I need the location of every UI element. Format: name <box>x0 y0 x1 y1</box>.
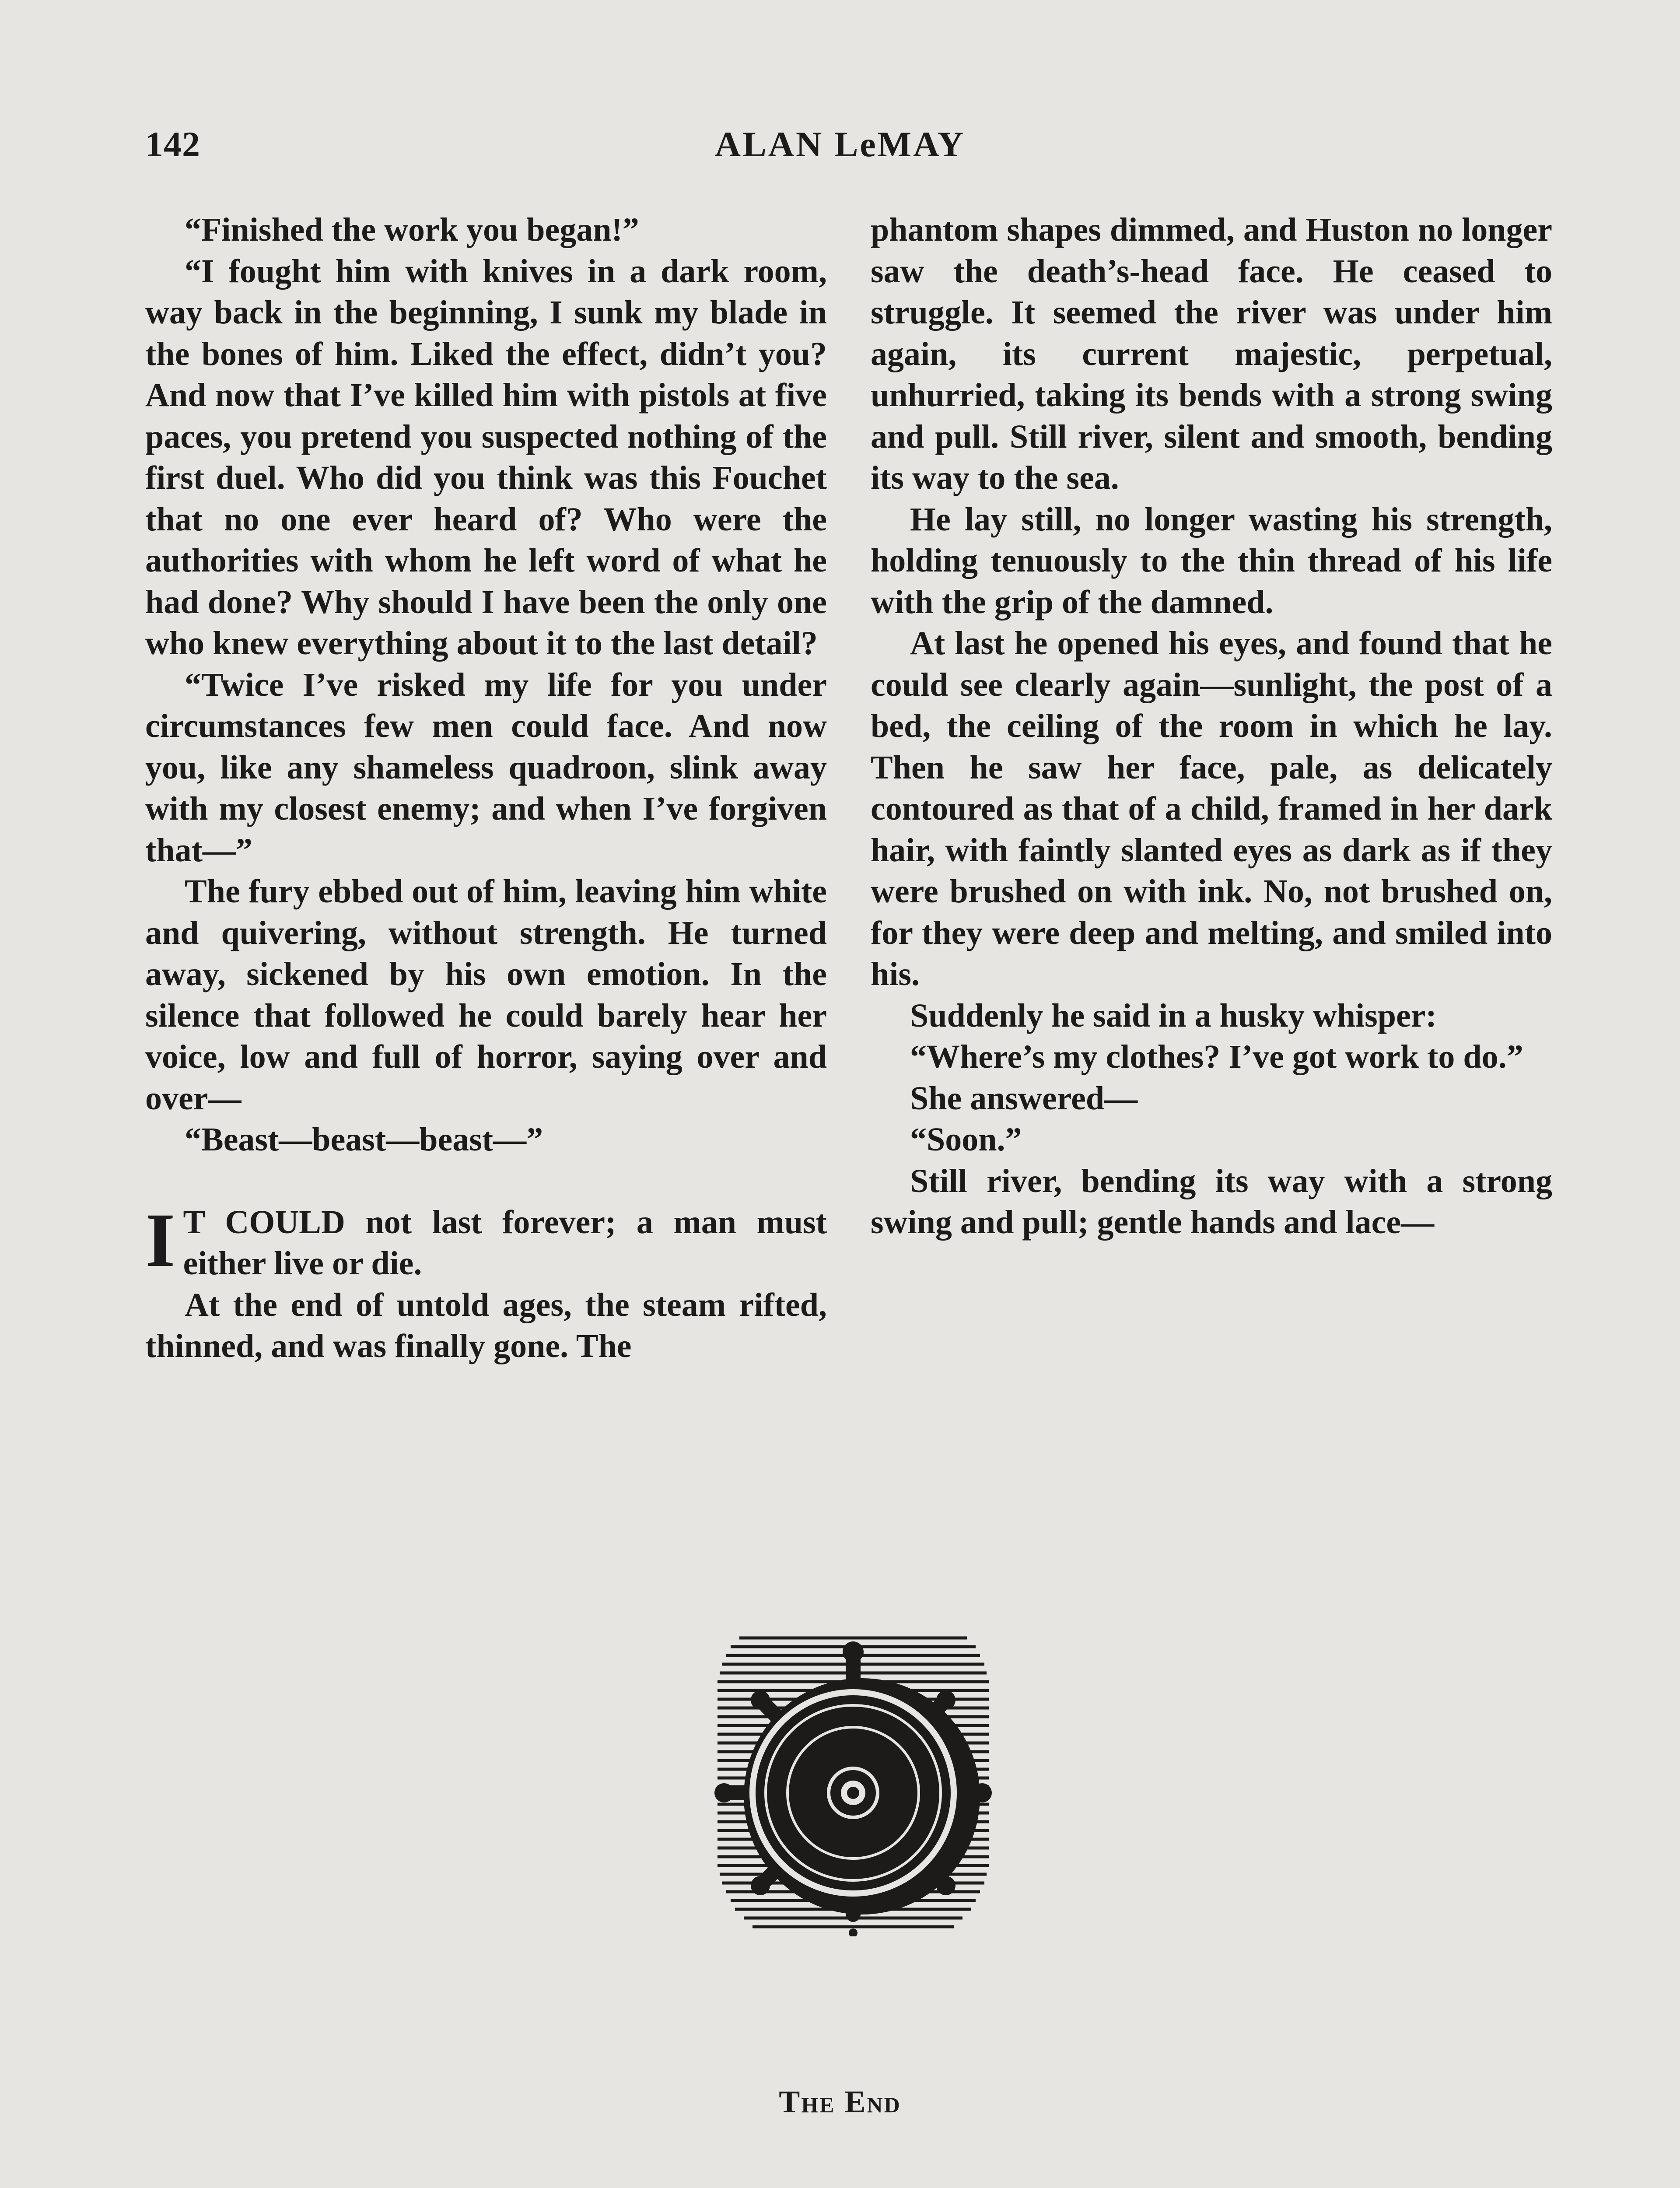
paragraph: She answered— <box>910 1080 1138 1117</box>
right-column <box>871 209 1552 1243</box>
the-end-label: The End <box>779 2084 901 2119</box>
paragraph: “I fought him with knives in a dark room, way back in the beginning, I sunk my blade in the bones of him. Liked the effect, didn’t you? And now that I’ve killed him with pistols at five paces, you pretend you suspected nothing of the first duel. Who did you think was this Fouchet that no one ever heard of? Who were the authorities with whom he left word of what he had done? Why should I have been the only one who knew everything about it to the last detail? <box>145 252 827 662</box>
paragraph: “Beast—beast—beast—” <box>185 1121 543 1158</box>
paragraph: “Finished the work you began!” <box>185 211 639 248</box>
section-lead: T COULD <box>183 1203 345 1241</box>
drop-cap: I <box>145 1197 175 1283</box>
paragraph: He lay still, no longer wasting his strength, holding tenuously to the thin thread of his life with the grip of the damned. <box>871 501 1552 621</box>
paragraph: “Twice I’ve risked my life for you under circumstances few men could face. And now you, like any shameless quadroon, slink away with my closest enemy; and when I’ve forgiven that—” <box>145 666 827 869</box>
paragraph: The fury ebbed out of him, leaving him white and quivering, without strength. He turned away, sickened by his own emotion. In the silence that followed he could barely hear her voice, low and full of horror, saying over and over— <box>145 873 827 1117</box>
paragraph: “Where’s my clothes? I’ve got work to do.” <box>910 1038 1523 1075</box>
paragraph: Still river, bending its way with a strong swing and pull; gentle hands and lace— <box>871 1162 1552 1241</box>
running-head: ALAN LeMAY <box>714 124 966 164</box>
continued-paragraph: phantom shapes dimmed, and Huston no longer saw the death’s-head face. He ceased to struggle. It seemed the river was under him again, its current majestic, perpetual, unhurried, taking its bends with a strong swing and pull. Still river, silent and smooth, bending its way to the sea. <box>871 211 1552 496</box>
ship-wheel-icon <box>713 1630 993 1936</box>
paragraph: At last he opened his eyes, and found that he could see clearly again—sunlight, the post of a bed, the ceiling of the room in which he lay. Then he saw her face, pale, as delicately contoured as that of a child, framed in her dark hair, with faintly slanted eyes as dark as if they were brushed on with ink. No, not brushed on, for they were deep and melting, and smiled into his. <box>871 625 1552 992</box>
paragraph: Suddenly he said in a husky whisper: <box>910 997 1437 1034</box>
section-lead-rest: not last forever; a man must either live or die. <box>183 1203 827 1282</box>
page-number: 142 <box>145 124 200 164</box>
section-opening-paragraph <box>145 1197 827 1284</box>
paragraph: At the end of untold ages, the steam rifted, thinned, and was finally gone. The <box>145 1286 827 1364</box>
left-column <box>145 209 827 1367</box>
paragraph: “Soon.” <box>910 1121 1022 1158</box>
section-break <box>145 1161 827 1202</box>
